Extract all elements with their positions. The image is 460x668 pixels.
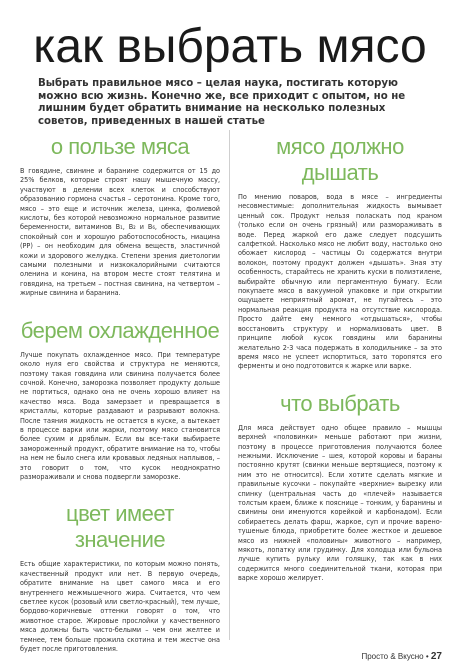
section-title-benefit: о пользе мяса xyxy=(50,134,190,159)
page-footer xyxy=(361,651,442,662)
section-body-chilled: Лучше покупать охлажденное мясо. При температуре около нуля его свойства и структура не меняются, поэтому такая говядина или свинина получается более сочной. Конечно, заморозка позволяет продукту дольше не портиться, однако она не очень хорошо влияет на качество мяса. Вода замерзает и превращается в кристаллы, которые раздавают и разрывают волокна. После таяния жидкость не остается в куске, а вытекает в процессе варки или жарки, поэтому мясо становится более сухим и дряблым. Если вы все-таки выбираете замороженный продукт, обратите внимание на то, чтобы на нем не было снега или кровавых ледяных наплывов, – это говорит о том, что кусок неоднократно размораживали и снова подвергли заморозке. xyxy=(20,349,220,481)
section-choose xyxy=(238,391,442,583)
section-body-breathe: По мнению поваров, вода в мясе – ингредиенты несовместимые: дополнительная жидкость вымывает ценный сок. Продукт нельзя поласкать под краном (только если он очень грязный) или размораживать в воде. Перед жаркой его даже следует подсушить салфеткой. Насколько мясо не любит воду, настолько оно обожает кислород – частицы O₂ содержатся внутри волокон, поэтому продукт должен «дышать». Зная эту особенность, старайтесь не хранить куски в полиэтилене, выбирайте обычную или пергаментную бумагу. Если покупаете мясо в вакуумной упаковке и при открытии ощущаете неприятный аромат, не пугайтесь – это нормальная реакция продукта на отсутствие кислорода. Просто дайте ему немного «отдышаться», чтобы восстановить структуру и нормализовать цвет. В принципе любой кусок говядины или баранины желательно 2-3 часа подержать в холодильнике – за это время мясо не успеет испортиться, зато торопятся его ферменты и оно подготовится к жарке или варке. xyxy=(238,192,442,371)
section-body-color: Есть общие характеристики, по которым можно понять, качественный продукт или нет. В первую очередь, обратите внимание на цвет самого мяса и его внутреннего межмышечного жира. Считается, что чем светлее кусок (розовый или светло-красный), тем лучше, бордово-коричневые оттенки говорят о том, что животное старое. Жировые прослойки у качественного мяса должны быть чисто-белыми – чем они желтее и темнее, тем больше прожила скотина и тем жестче она будет после приготовления. xyxy=(20,559,220,654)
section-benefit xyxy=(20,134,220,298)
left-column xyxy=(20,128,220,653)
section-body-choose: Для мяса действует одно общее правило – мышцы верхней «половинки» меньше работают при жизни, поэтому в процессе приготовления получаются более нежными. Исключение – шея, которой коровы и бараны постоянно крутят (свинки меньше вертящиеся, поэтому к ним это не относится). Если хотите сделать мягкие и правильные кусочки – покупайте «верхние» вырезку или спинку (центральная часть до «плечей» называется толстым краем, ближе к пояснице – тонким, у баранины и свинины они именуются корейкой и карбонадом). Если собираетесь делать фарш, жаркое, суп и прочие варено-тушеные блюда, приобретите более жесткое и дешевое мясо из нижней «половины» животного – например, мякоть, лопатку или грудинку. Для холодца или бульона лучше купить рульку или голяшку, так как в них содержится много соединительной ткани, которая при варке хорошо желирует. xyxy=(238,422,442,583)
column-divider xyxy=(229,130,230,640)
section-title-color: цвет имеет значение xyxy=(66,501,174,553)
section-title-choose: что выбрать xyxy=(280,390,400,416)
page-title: как выбрать мясо xyxy=(33,20,427,73)
section-breathe xyxy=(238,134,442,371)
right-column xyxy=(238,128,442,583)
section-color xyxy=(20,501,220,653)
section-body-benefit: В говядине, свинине и баранине содержится от 15 до 25% белков, которые строят нашу мышечную массу, участвуют в делении всех клеток и способствуют образованию гормона счастья – серотонина. Кроме того, мясо – это еще и источник железа, цинка, фолиевой кислоты, без которой невозможно нормальное развитие беременности, витаминов B₁, B₂ и B₆, обеспечивающих спокойный сон и хорошую работоспособность, ниацина (PP) – он необходим для обмена веществ, эластичной кожи и здорового желудка. Степени зрения диетологии самыми полезными и низкокалорийными считаются оленина и конина, на втором месте стоят телятина и говядина, на третьем – постная свинина, на четвертом – жирные свинина и баранина. xyxy=(20,166,220,298)
section-title-chilled: берем охлажденное xyxy=(20,317,220,343)
page-number: 27 xyxy=(430,651,442,662)
intro-paragraph xyxy=(38,78,428,128)
magazine-name: Просто & Вкусно • xyxy=(361,652,429,661)
section-title-breathe: мясо должно дышать xyxy=(276,134,404,185)
intro-text: Выбрать правильное мясо – целая наука, постигать которую можно всю жизнь. Конечно же, все приходит с опытом, но не лишним будет обратить внимание на несколько полезных советов, приведенных в нашей статье xyxy=(38,78,406,127)
section-chilled xyxy=(20,318,220,482)
